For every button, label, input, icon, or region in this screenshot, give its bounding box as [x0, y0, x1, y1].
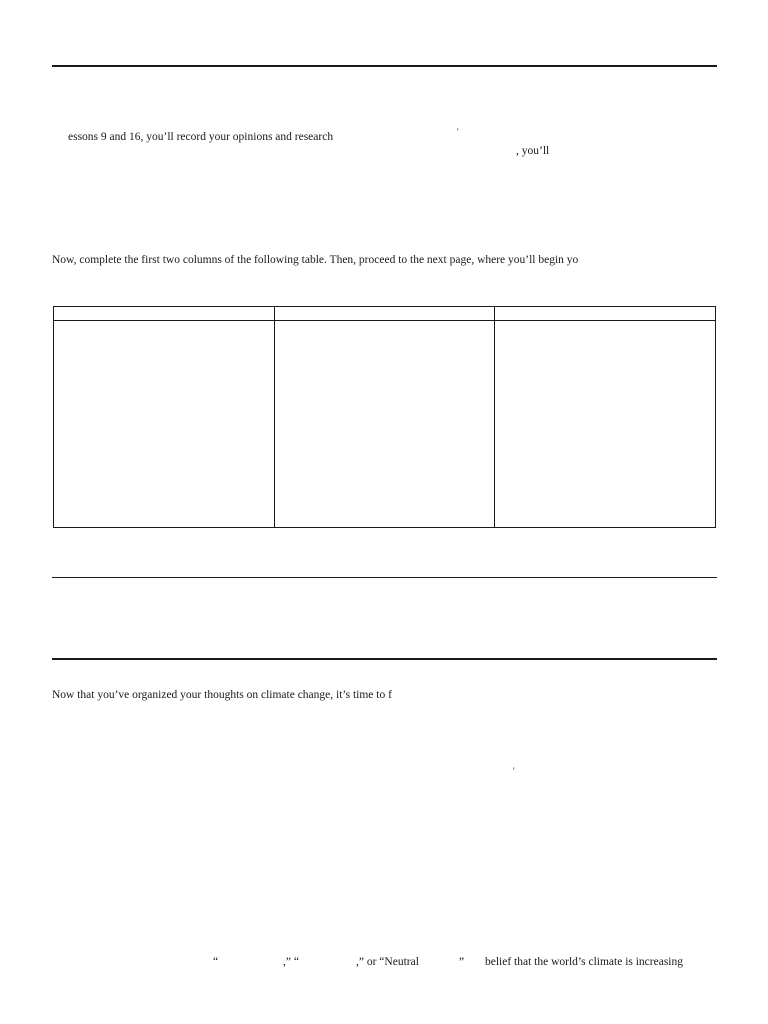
bottom-quote-open: “	[213, 956, 219, 968]
opinion-research-table	[53, 306, 716, 528]
table-header-cell-3	[495, 307, 716, 321]
bottom-neutral-option: ,” or “Neutral	[356, 956, 419, 968]
intro-line-2: , you’ll	[516, 145, 550, 157]
section-2-lead: Now that you’ve organized your thoughts on climate change, it’s time to f	[52, 689, 392, 701]
bottom-quote-close: ”	[459, 956, 465, 968]
table-instruction: Now, complete the first two columns of the following table. Then, proceed to the next page, where you’ll begin yo	[52, 254, 579, 266]
table-header-cell-1	[54, 307, 275, 321]
table-cell-column-2[interactable]	[274, 321, 495, 528]
top-rule	[52, 65, 717, 67]
section-divider-thin	[52, 577, 717, 578]
bottom-quote-separator: ,” “	[283, 956, 299, 968]
table-header-cell-2	[274, 307, 495, 321]
section-2-apostrophe-mark: '	[513, 766, 515, 776]
bottom-belief-text: belief that the world’s climate is increasing	[485, 956, 683, 968]
table-cell-column-3[interactable]	[495, 321, 716, 528]
intro-apostrophe-mark: '	[457, 127, 459, 137]
section-rule-thick	[52, 658, 717, 660]
table-header-row	[54, 307, 716, 321]
intro-line-1: essons 9 and 16, you’ll record your opinions and research	[68, 131, 334, 143]
table-row	[54, 321, 716, 528]
table-cell-column-1[interactable]	[54, 321, 275, 528]
